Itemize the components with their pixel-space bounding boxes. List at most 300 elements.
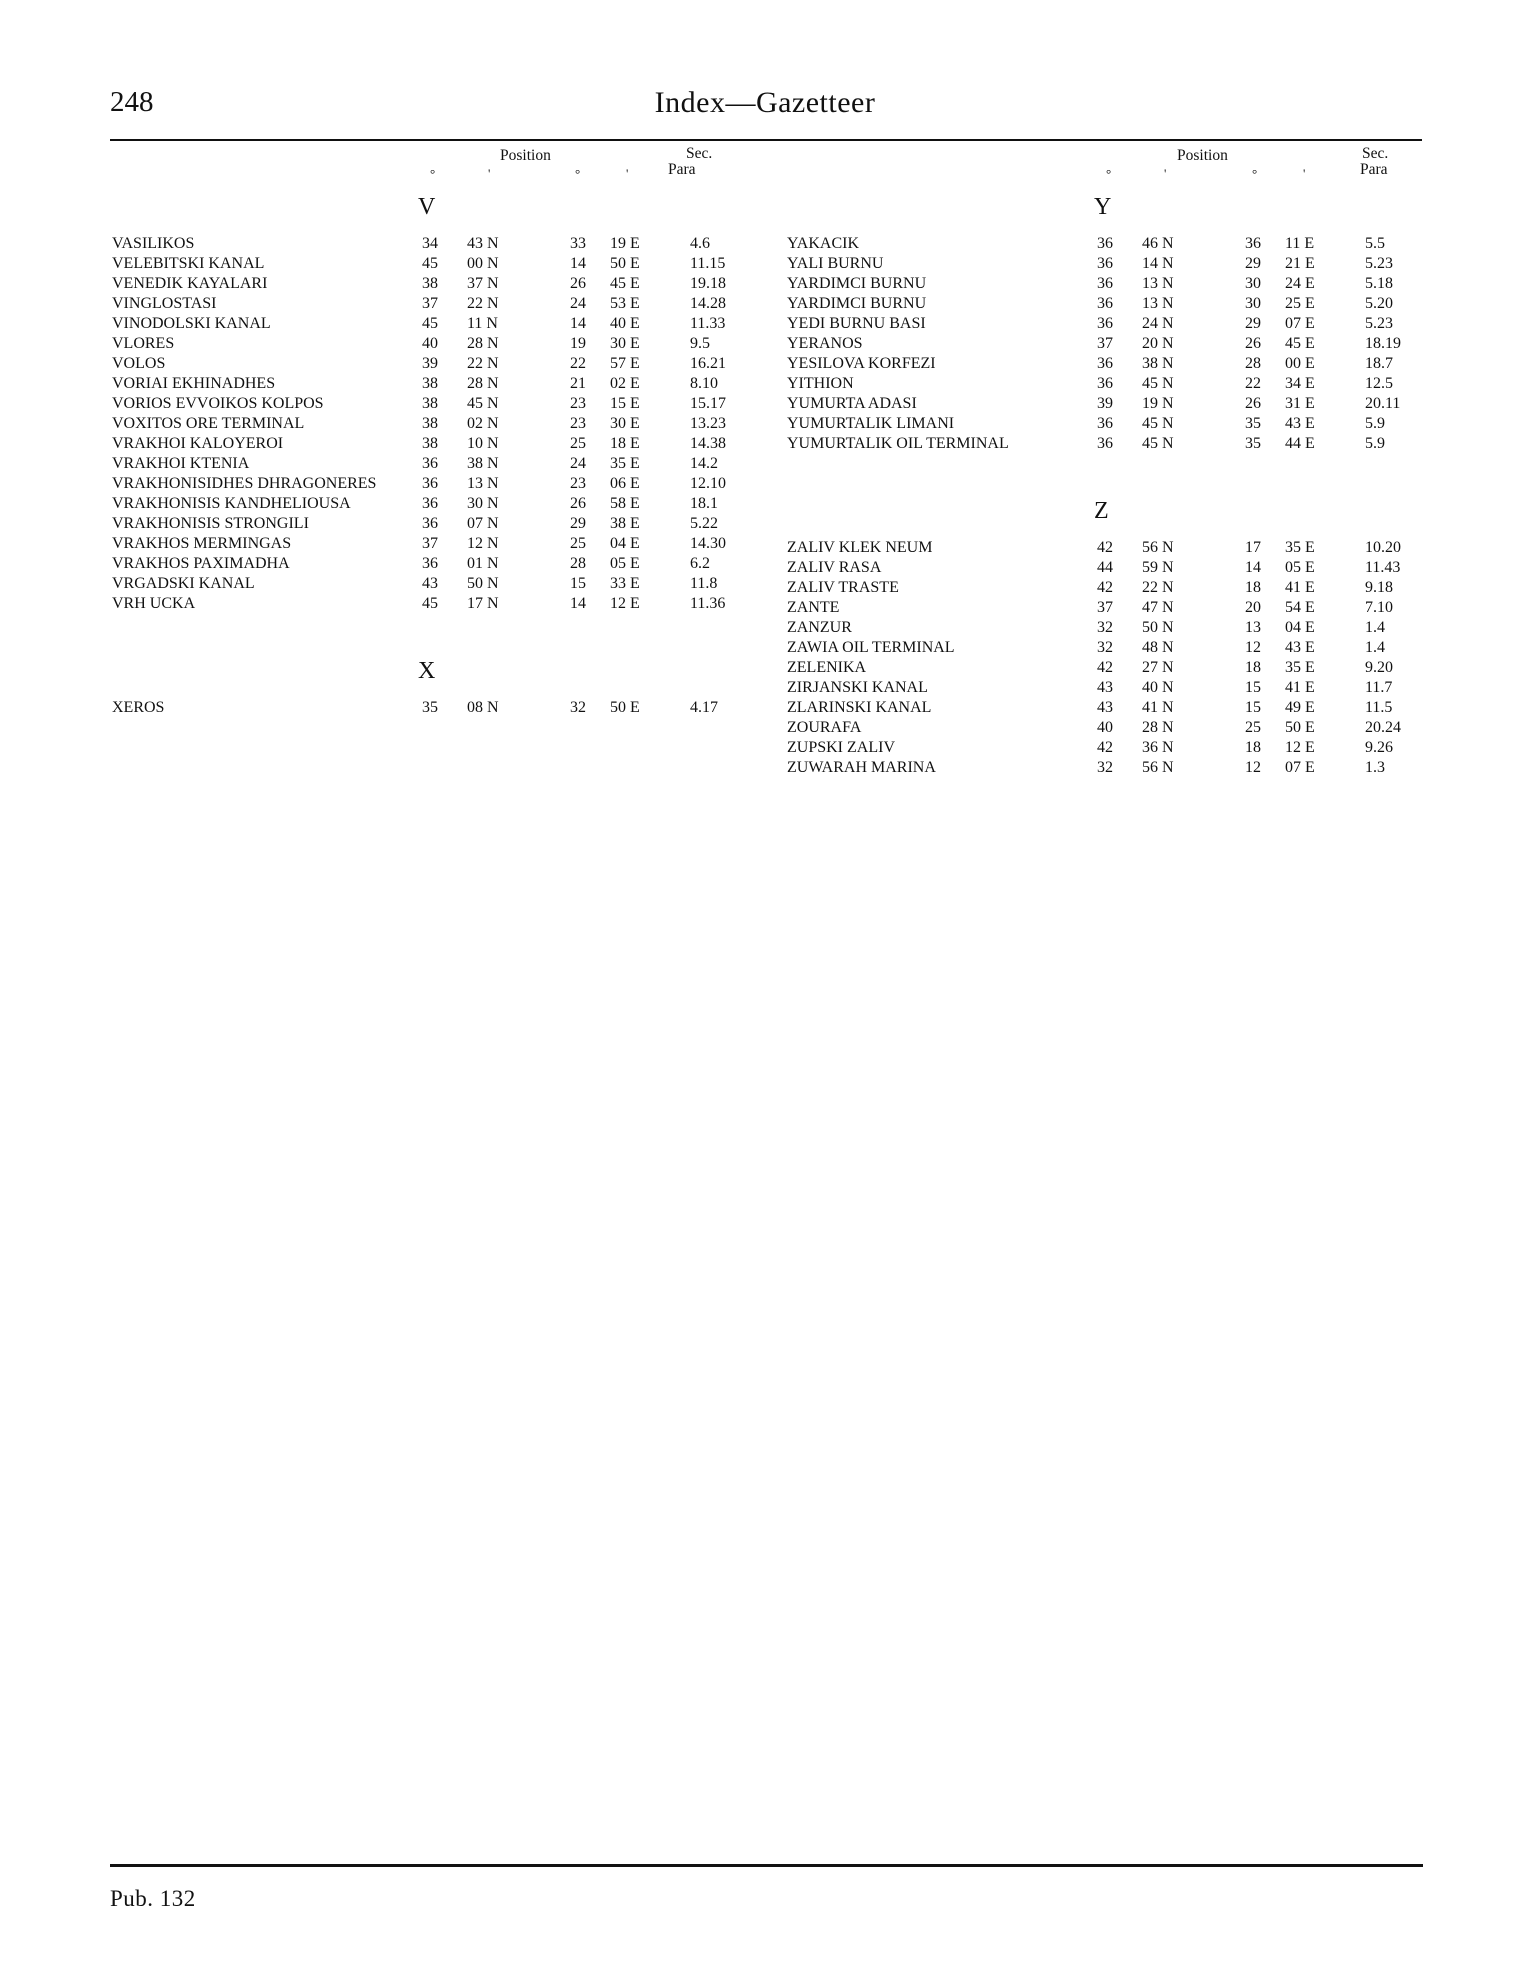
place-name: VINGLOSTASI bbox=[112, 295, 217, 312]
longitude-minutes: 15 E bbox=[610, 395, 640, 412]
section-paragraph: 9.5 bbox=[690, 335, 710, 352]
section-paragraph: 1.4 bbox=[1365, 619, 1385, 636]
position-header: Position bbox=[1177, 147, 1228, 164]
footer-rule bbox=[110, 1864, 1423, 1867]
longitude-degrees: 29 bbox=[570, 515, 586, 532]
section-paragraph: 5.20 bbox=[1365, 295, 1393, 312]
place-name: VRAKHONISIS KANDHELIOUSA bbox=[112, 495, 351, 512]
section-letter: Y bbox=[1094, 194, 1112, 220]
section-paragraph: 5.23 bbox=[1365, 315, 1393, 332]
gazetteer-entry bbox=[787, 618, 1385, 638]
section-gap bbox=[787, 224, 1111, 234]
latitude-degrees: 42 bbox=[1097, 539, 1113, 556]
gazetteer-entry bbox=[110, 574, 718, 594]
latitude-degrees: 40 bbox=[422, 335, 438, 352]
latitude-degrees: 37 bbox=[1097, 599, 1113, 616]
latitude-minutes: 45 N bbox=[467, 395, 499, 412]
latitude-minutes: 38 N bbox=[1142, 355, 1174, 372]
latitude-minutes: 11 N bbox=[467, 315, 498, 332]
place-name: YAKACIK bbox=[787, 235, 859, 252]
latitude-minutes: 47 N bbox=[1142, 599, 1174, 616]
longitude-degrees: 23 bbox=[570, 415, 586, 432]
longitude-degrees: 22 bbox=[1245, 375, 1261, 392]
latitude-degrees: 36 bbox=[1097, 315, 1113, 332]
latitude-minutes: 28 N bbox=[467, 335, 499, 352]
latitude-degrees: 36 bbox=[422, 475, 438, 492]
longitude-minutes: 41 E bbox=[1285, 679, 1315, 696]
longitude-degrees: 15 bbox=[570, 575, 586, 592]
index-column-right bbox=[787, 145, 1401, 778]
latitude-minutes: 01 N bbox=[467, 555, 499, 572]
latitude-degrees: 36 bbox=[422, 515, 438, 532]
gazetteer-entry bbox=[110, 434, 726, 454]
latitude-minutes: 02 N bbox=[467, 415, 499, 432]
place-name: VRAKHOI KALOYEROI bbox=[112, 435, 284, 452]
latitude-degrees: 32 bbox=[1097, 619, 1113, 636]
section-paragraph: 11.8 bbox=[690, 575, 718, 592]
longitude-degrees: 36 bbox=[1245, 235, 1261, 252]
gazetteer-entry bbox=[787, 558, 1401, 578]
longitude-degrees: 19 bbox=[570, 335, 586, 352]
longitude-degrees: 25 bbox=[1245, 719, 1261, 736]
longitude-degrees: 30 bbox=[1245, 295, 1261, 312]
place-name: VRAKHONISIS STRONGILI bbox=[112, 515, 309, 532]
longitude-minutes: 50 E bbox=[1285, 719, 1315, 736]
latitude-minutes: 08 N bbox=[467, 699, 499, 716]
longitude-degrees: 18 bbox=[1245, 579, 1261, 596]
section-paragraph: 5.5 bbox=[1365, 235, 1385, 252]
place-name: YESILOVA KORFEZI bbox=[787, 355, 936, 372]
gazetteer-entry bbox=[110, 234, 710, 254]
longitude-degrees: 26 bbox=[570, 275, 586, 292]
latitude-degrees: 35 bbox=[422, 699, 438, 716]
section-paragraph: 12.5 bbox=[1365, 375, 1393, 392]
place-name: ZELENIKA bbox=[787, 659, 867, 676]
longitude-minutes: 45 E bbox=[1285, 335, 1315, 352]
latitude-degrees: 38 bbox=[422, 275, 438, 292]
longitude-degrees: 13 bbox=[1245, 619, 1261, 636]
section-paragraph: 11.5 bbox=[1365, 699, 1393, 716]
longitude-minutes: 04 E bbox=[1285, 619, 1315, 636]
section-paragraph: 18.7 bbox=[1365, 355, 1393, 372]
latitude-degrees: 38 bbox=[422, 415, 438, 432]
latitude-minutes: 13 N bbox=[467, 475, 499, 492]
latitude-minutes: 41 N bbox=[1142, 699, 1174, 716]
place-name: VASILIKOS bbox=[112, 235, 195, 252]
section-letter: X bbox=[418, 658, 436, 684]
section-paragraph: 18.1 bbox=[690, 495, 718, 512]
longitude-minutes: 21 E bbox=[1285, 255, 1315, 272]
longitude-degrees: 24 bbox=[570, 295, 586, 312]
longitude-minutes: 25 E bbox=[1285, 295, 1315, 312]
latitude-minutes: 24 N bbox=[1142, 315, 1174, 332]
section-paragraph: 16.21 bbox=[690, 355, 726, 372]
place-name: VELEBITSKI KANAL bbox=[112, 255, 265, 272]
longitude-degrees: 29 bbox=[1245, 315, 1261, 332]
latitude-degrees: 38 bbox=[422, 395, 438, 412]
gazetteer-entry bbox=[787, 538, 1401, 558]
gazetteer-entry bbox=[787, 274, 1393, 294]
latitude-minutes: 40 N bbox=[1142, 679, 1174, 696]
place-name: ZALIV TRASTE bbox=[787, 579, 899, 596]
longitude-minutes: 12 E bbox=[1285, 739, 1315, 756]
latitude-minutes: 30 N bbox=[467, 495, 499, 512]
latitude-degrees: 37 bbox=[422, 535, 438, 552]
longitude-degrees: 18 bbox=[1245, 739, 1261, 756]
latitude-degrees: 36 bbox=[1097, 375, 1113, 392]
gazetteer-entry bbox=[110, 474, 726, 494]
longitude-minutes: 43 E bbox=[1285, 639, 1315, 656]
longitude-degrees: 12 bbox=[1245, 759, 1261, 776]
latitude-degrees: 36 bbox=[1097, 415, 1113, 432]
place-name: YEDI BURNU BASI bbox=[787, 315, 926, 332]
gazetteer-entry bbox=[787, 598, 1393, 618]
longitude-degrees: 25 bbox=[570, 435, 586, 452]
longitude-minutes: 07 E bbox=[1285, 315, 1315, 332]
page-title: Index—Gazetteer bbox=[654, 86, 876, 119]
place-name: VLORES bbox=[112, 335, 175, 352]
latitude-minutes: 50 N bbox=[467, 575, 499, 592]
longitude-minutes: 30 E bbox=[610, 415, 640, 432]
longitude-minutes: 19 E bbox=[610, 235, 640, 252]
section-spacer bbox=[787, 454, 1111, 494]
latitude-degrees: 37 bbox=[422, 295, 438, 312]
place-name: YARDIMCI BURNU bbox=[787, 275, 927, 292]
latitude-minutes: 48 N bbox=[1142, 639, 1174, 656]
longitude-minutes: 57 E bbox=[610, 355, 640, 372]
gazetteer-entry bbox=[787, 314, 1393, 334]
place-name: ZUPSKI ZALIV bbox=[787, 739, 895, 756]
latitude-minutes: 43 N bbox=[467, 235, 499, 252]
section-paragraph: 1.4 bbox=[1365, 639, 1385, 656]
section-letter: V bbox=[418, 194, 436, 220]
lat-minute-symbol: ' bbox=[488, 166, 491, 181]
sec-header: Sec. bbox=[686, 145, 713, 162]
gazetteer-entry bbox=[110, 274, 726, 294]
longitude-minutes: 50 E bbox=[610, 699, 640, 716]
gazetteer-entry bbox=[110, 534, 726, 554]
longitude-minutes: 05 E bbox=[610, 555, 640, 572]
place-name: ZOURAFA bbox=[787, 719, 862, 736]
place-name: VRGADSKI KANAL bbox=[112, 575, 255, 592]
latitude-degrees: 38 bbox=[422, 375, 438, 392]
longitude-degrees: 15 bbox=[1245, 679, 1261, 696]
gazetteer-entry bbox=[787, 414, 1385, 434]
latitude-degrees: 42 bbox=[1097, 579, 1113, 596]
gazetteer-entry bbox=[110, 494, 718, 514]
longitude-minutes: 33 E bbox=[610, 575, 640, 592]
place-name: VRAKHOI KTENIA bbox=[112, 455, 250, 472]
longitude-minutes: 40 E bbox=[610, 315, 640, 332]
place-name: YUMURTA ADASI bbox=[787, 395, 917, 412]
gazetteer-entry bbox=[787, 738, 1393, 758]
latitude-degrees: 43 bbox=[1097, 679, 1113, 696]
latitude-minutes: 45 N bbox=[1142, 415, 1174, 432]
longitude-minutes: 30 E bbox=[610, 335, 640, 352]
latitude-minutes: 50 N bbox=[1142, 619, 1174, 636]
place-name: ZANZUR bbox=[787, 619, 852, 636]
place-name: YARDIMCI BURNU bbox=[787, 295, 927, 312]
lon-minute-symbol: ' bbox=[626, 166, 629, 181]
section-paragraph: 9.18 bbox=[1365, 579, 1393, 596]
longitude-degrees: 14 bbox=[1245, 559, 1261, 576]
gazetteer-entry bbox=[110, 594, 726, 614]
longitude-degrees: 33 bbox=[570, 235, 586, 252]
header-rule bbox=[110, 139, 1422, 141]
section-paragraph: 10.20 bbox=[1365, 539, 1401, 556]
longitude-degrees: 35 bbox=[1245, 415, 1261, 432]
longitude-minutes: 06 E bbox=[610, 475, 640, 492]
section-paragraph: 19.18 bbox=[690, 275, 726, 292]
longitude-minutes: 49 E bbox=[1285, 699, 1315, 716]
section-paragraph: 5.9 bbox=[1365, 435, 1385, 452]
place-name: YALI BURNU bbox=[787, 255, 884, 272]
place-name: ZAWIA OIL TERMINAL bbox=[787, 639, 955, 656]
latitude-degrees: 32 bbox=[1097, 639, 1113, 656]
section-paragraph: 4.6 bbox=[690, 235, 710, 252]
latitude-minutes: 14 N bbox=[1142, 255, 1174, 272]
column-header bbox=[787, 145, 1389, 190]
latitude-degrees: 45 bbox=[422, 315, 438, 332]
place-name: VRH UCKA bbox=[112, 595, 196, 612]
section-paragraph: 14.30 bbox=[690, 535, 726, 552]
longitude-minutes: 18 E bbox=[610, 435, 640, 452]
latitude-degrees: 36 bbox=[422, 495, 438, 512]
longitude-minutes: 34 E bbox=[1285, 375, 1315, 392]
latitude-minutes: 20 N bbox=[1142, 335, 1174, 352]
latitude-degrees: 43 bbox=[1097, 699, 1113, 716]
section-paragraph: 15.17 bbox=[690, 395, 726, 412]
gazetteer-entry bbox=[787, 658, 1393, 678]
place-name: ZIRJANSKI KANAL bbox=[787, 679, 928, 696]
gazetteer-entry bbox=[110, 254, 726, 274]
lon-degree-symbol: ° bbox=[1252, 166, 1258, 181]
latitude-degrees: 40 bbox=[1097, 719, 1113, 736]
latitude-minutes: 13 N bbox=[1142, 295, 1174, 312]
longitude-degrees: 29 bbox=[1245, 255, 1261, 272]
latitude-minutes: 10 N bbox=[467, 435, 499, 452]
section-paragraph: 1.3 bbox=[1365, 759, 1385, 776]
longitude-minutes: 50 E bbox=[610, 255, 640, 272]
place-name: YUMURTALIK OIL TERMINAL bbox=[787, 435, 1009, 452]
gazetteer-entry bbox=[787, 638, 1385, 658]
latitude-degrees: 36 bbox=[1097, 295, 1113, 312]
longitude-degrees: 25 bbox=[570, 535, 586, 552]
index-column-left bbox=[110, 145, 726, 718]
longitude-degrees: 26 bbox=[1245, 395, 1261, 412]
publication-footer: Pub. 132 bbox=[110, 1886, 196, 1911]
para-header: Para bbox=[668, 161, 696, 178]
place-name: VINODOLSKI KANAL bbox=[112, 315, 271, 332]
gazetteer-entry bbox=[787, 234, 1385, 254]
latitude-minutes: 07 N bbox=[467, 515, 499, 532]
section-paragraph: 5.18 bbox=[1365, 275, 1393, 292]
section-paragraph: 9.20 bbox=[1365, 659, 1393, 676]
longitude-minutes: 53 E bbox=[610, 295, 640, 312]
section-paragraph: 13.23 bbox=[690, 415, 726, 432]
place-name: VRAKHONISIDHES DHRAGONERES bbox=[112, 475, 377, 492]
latitude-minutes: 38 N bbox=[467, 455, 499, 472]
latitude-minutes: 28 N bbox=[467, 375, 499, 392]
section-paragraph: 11.36 bbox=[690, 595, 726, 612]
section-gap bbox=[110, 224, 435, 234]
longitude-minutes: 58 E bbox=[610, 495, 640, 512]
latitude-minutes: 45 N bbox=[1142, 375, 1174, 392]
page-number: 248 bbox=[110, 86, 154, 118]
longitude-degrees: 17 bbox=[1245, 539, 1261, 556]
gazetteer-entry bbox=[787, 718, 1401, 738]
section-gap bbox=[110, 688, 435, 698]
gazetteer-entry bbox=[787, 678, 1393, 698]
latitude-minutes: 28 N bbox=[1142, 719, 1174, 736]
longitude-minutes: 35 E bbox=[1285, 659, 1315, 676]
section-paragraph: 11.7 bbox=[1365, 679, 1393, 696]
latitude-degrees: 34 bbox=[422, 235, 438, 252]
sec-header: Sec. bbox=[1362, 145, 1389, 162]
place-name: VOLOS bbox=[112, 355, 166, 372]
place-name: ZANTE bbox=[787, 599, 840, 616]
longitude-minutes: 35 E bbox=[1285, 539, 1315, 556]
longitude-degrees: 14 bbox=[570, 315, 586, 332]
latitude-degrees: 36 bbox=[1097, 255, 1113, 272]
latitude-minutes: 56 N bbox=[1142, 759, 1174, 776]
longitude-degrees: 21 bbox=[570, 375, 586, 392]
longitude-minutes: 04 E bbox=[610, 535, 640, 552]
latitude-degrees: 39 bbox=[1097, 395, 1113, 412]
gazetteer-entry bbox=[110, 294, 726, 314]
place-name: XEROS bbox=[112, 699, 165, 716]
longitude-degrees: 30 bbox=[1245, 275, 1261, 292]
longitude-degrees: 23 bbox=[570, 395, 586, 412]
latitude-degrees: 45 bbox=[422, 255, 438, 272]
longitude-minutes: 44 E bbox=[1285, 435, 1315, 452]
latitude-degrees: 45 bbox=[422, 595, 438, 612]
latitude-minutes: 00 N bbox=[467, 255, 499, 272]
section-paragraph: 6.2 bbox=[690, 555, 710, 572]
section-paragraph: 20.24 bbox=[1365, 719, 1401, 736]
latitude-minutes: 59 N bbox=[1142, 559, 1174, 576]
gazetteer-entry bbox=[787, 334, 1401, 354]
place-name: VOXITOS ORE TERMINAL bbox=[112, 415, 305, 432]
latitude-degrees: 36 bbox=[1097, 275, 1113, 292]
longitude-minutes: 35 E bbox=[610, 455, 640, 472]
longitude-degrees: 15 bbox=[1245, 699, 1261, 716]
section-paragraph: 18.19 bbox=[1365, 335, 1401, 352]
longitude-degrees: 26 bbox=[1245, 335, 1261, 352]
latitude-minutes: 13 N bbox=[1142, 275, 1174, 292]
place-name: ZALIV RASA bbox=[787, 559, 882, 576]
latitude-degrees: 43 bbox=[422, 575, 438, 592]
gazetteer-entry bbox=[110, 698, 718, 718]
gazetteer-entry bbox=[110, 454, 718, 474]
longitude-minutes: 11 E bbox=[1285, 235, 1315, 252]
gazetteer-entry bbox=[787, 294, 1393, 314]
longitude-degrees: 35 bbox=[1245, 435, 1261, 452]
longitude-degrees: 28 bbox=[1245, 355, 1261, 372]
latitude-degrees: 32 bbox=[1097, 759, 1113, 776]
section-paragraph: 7.10 bbox=[1365, 599, 1393, 616]
latitude-degrees: 37 bbox=[1097, 335, 1113, 352]
longitude-degrees: 32 bbox=[570, 699, 586, 716]
latitude-degrees: 36 bbox=[422, 555, 438, 572]
latitude-minutes: 27 N bbox=[1142, 659, 1174, 676]
section-paragraph: 4.17 bbox=[690, 699, 718, 716]
latitude-minutes: 19 N bbox=[1142, 395, 1174, 412]
longitude-minutes: 54 E bbox=[1285, 599, 1315, 616]
latitude-degrees: 44 bbox=[1097, 559, 1113, 576]
longitude-degrees: 12 bbox=[1245, 639, 1261, 656]
latitude-minutes: 45 N bbox=[1142, 435, 1174, 452]
latitude-minutes: 22 N bbox=[1142, 579, 1174, 596]
longitude-degrees: 14 bbox=[570, 255, 586, 272]
longitude-degrees: 24 bbox=[570, 455, 586, 472]
longitude-minutes: 12 E bbox=[610, 595, 640, 612]
place-name: VRAKHOS MERMINGAS bbox=[112, 535, 292, 552]
latitude-degrees: 38 bbox=[422, 435, 438, 452]
section-paragraph: 20.11 bbox=[1365, 395, 1401, 412]
longitude-degrees: 26 bbox=[570, 495, 586, 512]
place-name: YUMURTALIK LIMANI bbox=[787, 415, 955, 432]
longitude-degrees: 22 bbox=[570, 355, 586, 372]
gazetteer-entry bbox=[110, 414, 726, 434]
place-name: ZALIV KLEK NEUM bbox=[787, 539, 933, 556]
lat-degree-symbol: ° bbox=[1106, 166, 1112, 181]
longitude-minutes: 31 E bbox=[1285, 395, 1315, 412]
longitude-minutes: 00 E bbox=[1285, 355, 1315, 372]
section-paragraph: 11.43 bbox=[1365, 559, 1401, 576]
latitude-degrees: 36 bbox=[1097, 235, 1113, 252]
section-paragraph: 14.38 bbox=[690, 435, 726, 452]
longitude-minutes: 07 E bbox=[1285, 759, 1315, 776]
longitude-minutes: 43 E bbox=[1285, 415, 1315, 432]
longitude-minutes: 02 E bbox=[610, 375, 640, 392]
section-paragraph: 8.10 bbox=[690, 375, 718, 392]
latitude-minutes: 56 N bbox=[1142, 539, 1174, 556]
place-name: ZUWARAH MARINA bbox=[787, 759, 936, 776]
section-letter: Z bbox=[1094, 498, 1109, 524]
section-paragraph: 5.23 bbox=[1365, 255, 1393, 272]
section-paragraph: 11.15 bbox=[690, 255, 726, 272]
section-paragraph: 5.9 bbox=[1365, 415, 1385, 432]
longitude-degrees: 18 bbox=[1245, 659, 1261, 676]
gazetteer-entry bbox=[110, 314, 726, 334]
gazetteer-entry bbox=[110, 354, 726, 374]
lon-minute-symbol: ' bbox=[1303, 166, 1306, 181]
gazetteer-entry bbox=[110, 374, 718, 394]
gazetteer-entry bbox=[787, 354, 1393, 374]
longitude-degrees: 20 bbox=[1245, 599, 1261, 616]
longitude-minutes: 41 E bbox=[1285, 579, 1315, 596]
section-paragraph: 14.28 bbox=[690, 295, 726, 312]
longitude-minutes: 24 E bbox=[1285, 275, 1315, 292]
place-name: YITHION bbox=[787, 375, 854, 392]
gazetteer-entry bbox=[787, 758, 1385, 778]
lon-degree-symbol: ° bbox=[575, 166, 581, 181]
latitude-degrees: 39 bbox=[422, 355, 438, 372]
para-header: Para bbox=[1360, 161, 1388, 178]
gazetteer-entry bbox=[110, 554, 710, 574]
section-paragraph: 9.26 bbox=[1365, 739, 1393, 756]
longitude-minutes: 45 E bbox=[610, 275, 640, 292]
place-name: YERANOS bbox=[787, 335, 863, 352]
longitude-degrees: 14 bbox=[570, 595, 586, 612]
longitude-minutes: 38 E bbox=[610, 515, 640, 532]
latitude-minutes: 22 N bbox=[467, 355, 499, 372]
latitude-minutes: 37 N bbox=[467, 275, 499, 292]
latitude-degrees: 36 bbox=[422, 455, 438, 472]
section-paragraph: 12.10 bbox=[690, 475, 726, 492]
latitude-degrees: 42 bbox=[1097, 659, 1113, 676]
